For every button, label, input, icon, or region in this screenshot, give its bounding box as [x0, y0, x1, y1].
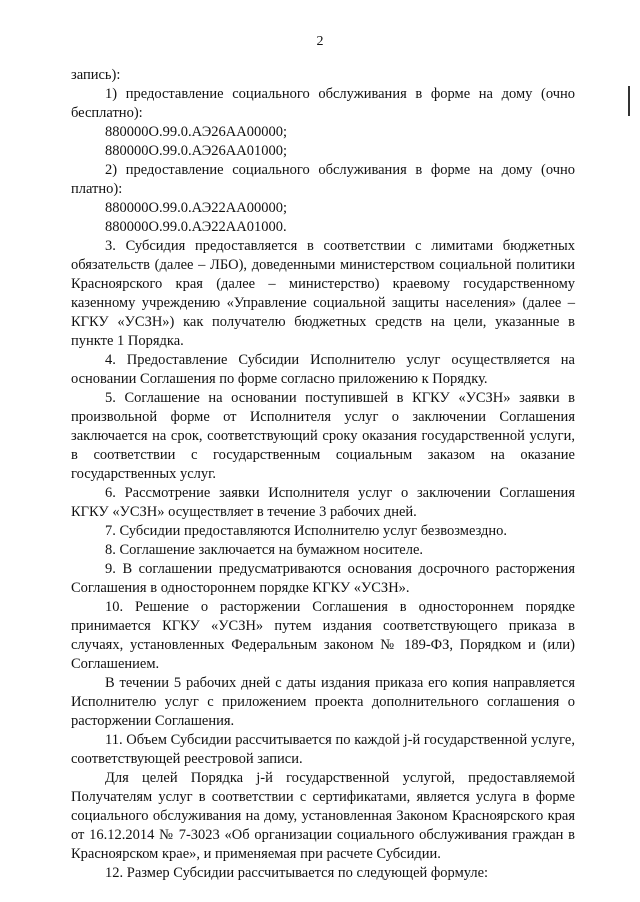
paragraph-12: 12. Размер Субсидии рассчитывается по следующей формуле:	[105, 865, 489, 881]
paragraph-3: 3. Субсидия предоставляется в соответствии с лимитами бюджетных обязательств (далее – ЛБО), доведенными министерством социальной политики Красноярского края (далее – министерство) краевому государственному казенному учреждению «Управление социальной защиты населения» (далее – КГКУ «УСЗН») как получателю бюджетных средств на цели, указанные в пункте 1 Порядка.	[71, 238, 575, 349]
paragraph-11: 11. Объем Субсидии рассчитывается по каждой j-й государственной услуге, соответствующей реестровой записи.	[71, 732, 575, 767]
paragraph-7: 7. Субсидии предоставляются Исполнителю услуг безвозмездно.	[105, 523, 508, 539]
paragraph-9: 9. В соглашении предусматриваются основания досрочного расторжения Соглашения в одностороннем порядке КГКУ «УСЗН».	[71, 561, 575, 596]
document-body	[71, 66, 575, 883]
paragraph-item-2: 2) предоставление социального обслуживания в форме на дому (очно платно):	[71, 162, 575, 197]
page-number: 2	[316, 34, 324, 49]
paragraph-continuation: запись):	[71, 67, 121, 83]
paragraph-11-continuation: Для целей Порядка j-й государственной услугой, предоставляемой Получателям услуг в соответствии с сертификатами, является услуга в форме социального обслуживания на дому, установленная Законом Красноярского края от 16.12.2014 № 7-3023 «Об организации социального обслуживания граждан в Красноярском крае», и применяемая при расчете Субсидии.	[71, 770, 575, 862]
registry-code: 880000О.99.0.АЭ26АА00000;	[105, 124, 288, 140]
paragraph-10-continuation: В течении 5 рабочих дней с даты издания приказа его копия направляется Исполнителю услуг с приложением проекта дополнительного соглашения о расторжении Соглашения.	[71, 675, 575, 729]
registry-code: 880000О.99.0.АЭ26АА01000;	[105, 143, 288, 159]
registry-code: 880000О.99.0.АЭ22АА00000;	[105, 200, 288, 216]
scan-artifact-mark	[628, 86, 630, 116]
registry-code: 880000О.99.0.АЭ22АА01000.	[105, 219, 287, 235]
paragraph-item-1: 1) предоставление социального обслуживания в форме на дому (очно бесплатно):	[71, 86, 575, 121]
paragraph-4: 4. Предоставление Субсидии Исполнителю услуг осуществляется на основании Соглашения по форме согласно приложению к Порядку.	[71, 352, 575, 387]
paragraph-6: 6. Рассмотрение заявки Исполнителя услуг о заключении Соглашения КГКУ «УСЗН» осуществляет в течение 3 рабочих дней.	[71, 485, 575, 520]
paragraph-8: 8. Соглашение заключается на бумажном носителе.	[105, 542, 424, 558]
paragraph-10: 10. Решение о расторжении Соглашения в одностороннем порядке принимается КГКУ «УСЗН» путем издания соответствующего приказа в случаях, установленных Федеральным законом № 189-ФЗ, Порядком и (или) Соглашением.	[71, 599, 575, 672]
paragraph-5: 5. Соглашение на основании поступившей в КГКУ «УСЗН» заявки в произвольной форме от Исполнителя услуг о заключении Соглашения заключается на срок, соответствующий сроку оказания государственной услуги, в соответствии с государственным социальным заказом на оказание государственных услуг.	[71, 390, 575, 482]
